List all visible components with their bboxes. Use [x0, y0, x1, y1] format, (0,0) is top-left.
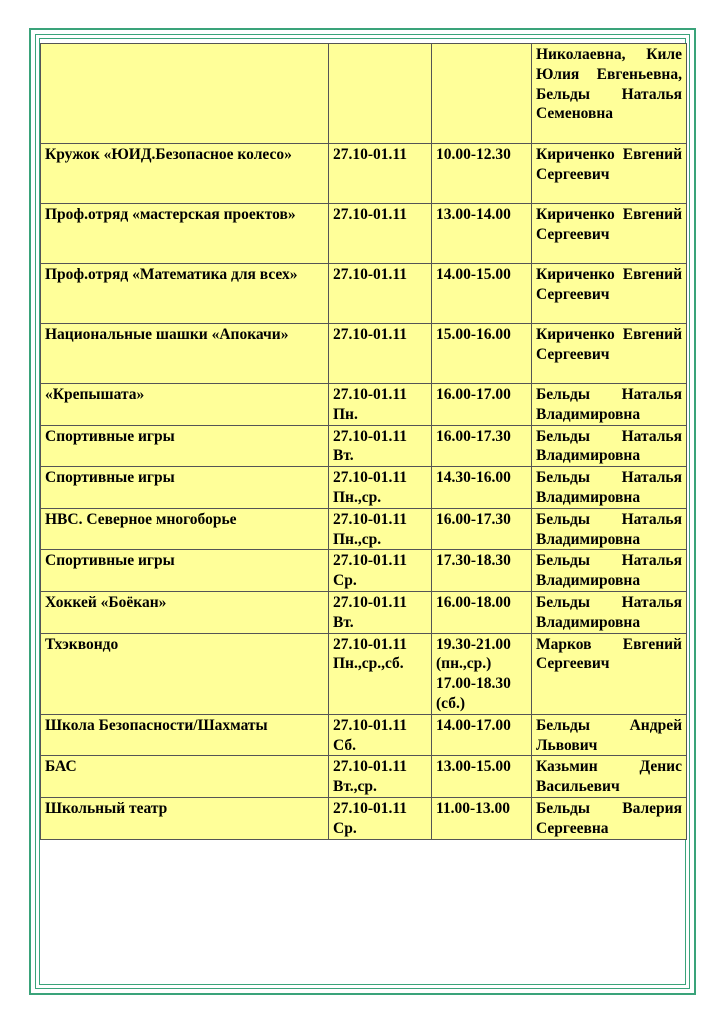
activity-supervisor: Бельды Андрей Львович: [532, 714, 687, 756]
page-blank-area: [40, 818, 686, 985]
activity-dates: 27.10-01.11 Пн.,ср.,сб.: [329, 633, 432, 714]
activity-dates: 27.10-01.11 Пн.,ср.: [329, 467, 432, 509]
activity-name: НВС. Северное многоборье: [41, 508, 329, 550]
table-row: [41, 264, 687, 324]
activity-supervisor: Кириченко Евгений Сергеевич: [532, 324, 687, 384]
activity-time: 10.00-12.30: [432, 144, 532, 204]
activity-name: «Крепышата»: [41, 384, 329, 426]
activity-time: 17.30-18.30: [432, 550, 532, 592]
activity-name: Тхэквондо: [41, 633, 329, 714]
activity-supervisor: Кириченко Евгений Сергеевич: [532, 264, 687, 324]
activity-dates: 27.10-01.11 Сб.: [329, 714, 432, 756]
activity-time: [432, 44, 532, 144]
activity-supervisor: Марков Евгений Сергеевич: [532, 633, 687, 714]
table-row: [41, 204, 687, 264]
table-row: [41, 467, 687, 509]
activity-supervisor: Николаевна, Киле Юлия Евгеньевна, Бельды Наталья Семеновна: [532, 44, 687, 144]
activity-time: 14.30-16.00: [432, 467, 532, 509]
activity-name: Кружок «ЮИД.Безопасное колесо»: [41, 144, 329, 204]
table-row: [41, 591, 687, 633]
table-row: [41, 425, 687, 467]
activity-name: Хоккей «Боёкан»: [41, 591, 329, 633]
table-row: [41, 324, 687, 384]
table-row: [41, 44, 687, 144]
table-row: [41, 633, 687, 714]
table-row: [41, 756, 687, 798]
activity-name: Школа Безопасности/Шахматы: [41, 714, 329, 756]
activity-name: Спортивные игры: [41, 425, 329, 467]
activity-supervisor: Кириченко Евгений Сергеевич: [532, 144, 687, 204]
activity-dates: 27.10-01.11: [329, 204, 432, 264]
activity-dates: 27.10-01.11: [329, 324, 432, 384]
activity-time: 16.00-17.00: [432, 384, 532, 426]
activity-supervisor: Кириченко Евгений Сергеевич: [532, 204, 687, 264]
table-row: [41, 714, 687, 756]
activity-supervisor: Бельды Наталья Владимировна: [532, 591, 687, 633]
activity-time: 15.00-16.00: [432, 324, 532, 384]
activity-supervisor: Бельды Наталья Владимировна: [532, 467, 687, 509]
activity-time: 16.00-17.30: [432, 425, 532, 467]
activity-dates: [329, 44, 432, 144]
activity-dates: 27.10-01.11 Вт.: [329, 425, 432, 467]
activity-supervisor: Бельды Валерия Сергеевна: [532, 797, 687, 839]
activity-name: Проф.отряд «мастерская проектов»: [41, 204, 329, 264]
activity-name: Школьный театр: [41, 797, 329, 839]
table-row: [41, 550, 687, 592]
activity-supervisor: Бельды Наталья Владимировна: [532, 425, 687, 467]
activity-supervisor: Казьмин Денис Васильевич: [532, 756, 687, 798]
activity-name: Национальные шашки «Апокачи»: [41, 324, 329, 384]
activity-time: 14.00-17.00: [432, 714, 532, 756]
activity-dates: 27.10-01.11: [329, 264, 432, 324]
activity-supervisor: Бельды Наталья Владимировна: [532, 384, 687, 426]
activity-time: 13.00-15.00: [432, 756, 532, 798]
activity-time: 19.30-21.00 (пн.,ср.) 17.00-18.30 (сб.): [432, 633, 532, 714]
activity-time: 14.00-15.00: [432, 264, 532, 324]
activity-dates: 27.10-01.11 Ср.: [329, 797, 432, 839]
activity-name: Спортивные игры: [41, 467, 329, 509]
table-row: [41, 384, 687, 426]
table-row: [41, 144, 687, 204]
activity-dates: 27.10-01.11: [329, 144, 432, 204]
activity-time: 13.00-14.00: [432, 204, 532, 264]
activity-dates: 27.10-01.11 Пн.: [329, 384, 432, 426]
activity-dates: 27.10-01.11 Вт.: [329, 591, 432, 633]
activity-name: Проф.отряд «Математика для всех»: [41, 264, 329, 324]
activity-supervisor: Бельды Наталья Владимировна: [532, 550, 687, 592]
activity-time: 11.00-13.00: [432, 797, 532, 839]
activity-supervisor: Бельды Наталья Владимировна: [532, 508, 687, 550]
activity-time: 16.00-18.00: [432, 591, 532, 633]
activity-name: Спортивные игры: [41, 550, 329, 592]
activity-name: БАС: [41, 756, 329, 798]
table-row: [41, 508, 687, 550]
activity-dates: 27.10-01.11 Ср.: [329, 550, 432, 592]
activity-time: 16.00-17.30: [432, 508, 532, 550]
activity-dates: 27.10-01.11 Вт.,ср.: [329, 756, 432, 798]
schedule-table: [40, 43, 687, 840]
activity-dates: 27.10-01.11 Пн.,ср.: [329, 508, 432, 550]
activity-name: [41, 44, 329, 144]
